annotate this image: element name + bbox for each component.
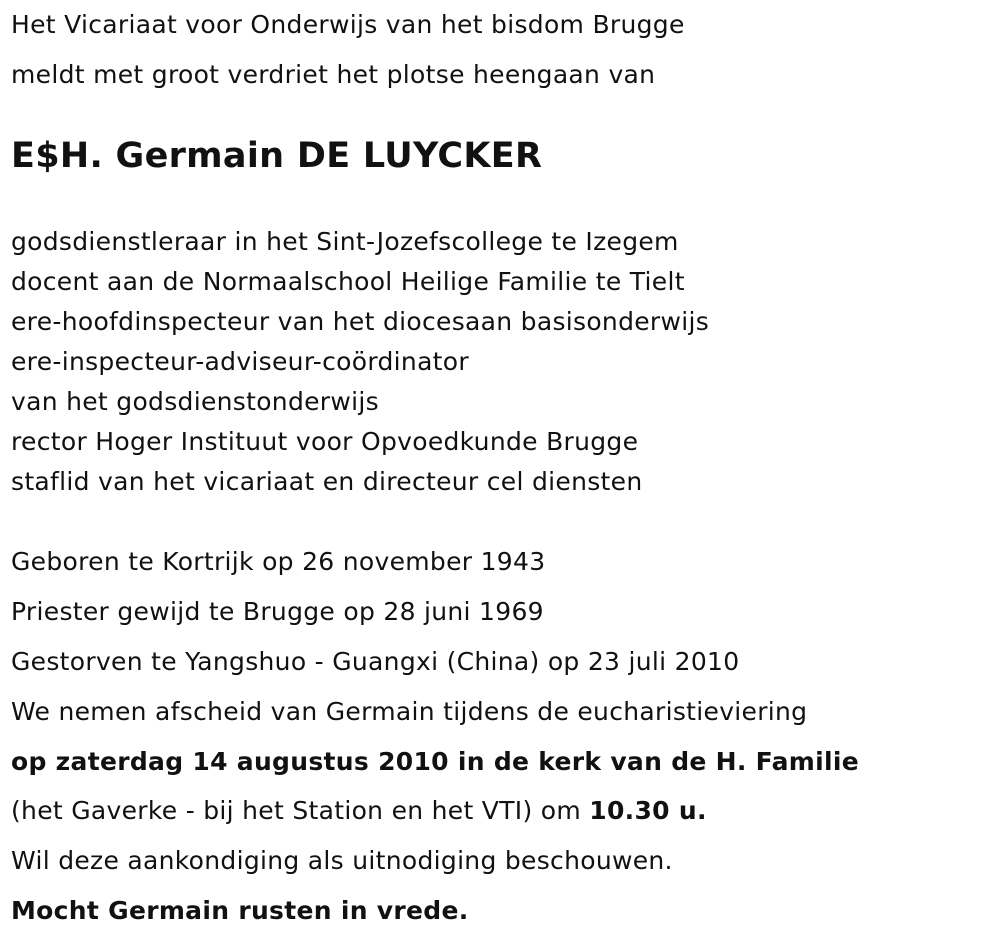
closing-line: Mocht Germain rusten in vrede. [11,896,469,925]
intro-line-2: meldt met groot verdriet het plotse heengaan van [11,60,656,89]
death-line: Gestorven te Yangshuo - Guangxi (China) op 23 juli 2010 [11,647,740,676]
deceased-name: E$H. Germain DE LUYCKER [11,136,543,176]
invitation-line: Wil deze aankondiging als uitnodiging beschouwen. [11,846,673,875]
function-line: ere-inspecteur-adviseur-coördinator [11,347,469,376]
birth-line: Geboren te Kortrijk op 26 november 1943 [11,547,546,576]
service-time: 10.30 u. [589,796,707,825]
function-line: godsdienstleraar in het Sint-Jozefscollege te Izegem [11,227,679,256]
function-line: staflid van het vicariaat en directeur cel diensten [11,467,643,496]
farewell-date-place: op zaterdag 14 augustus 2010 in de kerk van de H. Familie [11,747,859,776]
function-line: van het godsdienstonderwijs [11,387,379,416]
farewell-intro: We nemen afscheid van Germain tijdens de eucharistieviering [11,697,808,726]
function-line: rector Hoger Instituut voor Opvoedkunde Brugge [11,427,639,456]
ordination-line: Priester gewijd te Brugge op 28 juni 1969 [11,597,544,626]
location-detail: (het Gaverke - bij het Station en het VTI) om [11,796,590,825]
farewell-location-line [11,798,707,823]
intro-line-1: Het Vicariaat voor Onderwijs van het bisdom Brugge [11,10,685,39]
function-line: docent aan de Normaalschool Heilige Familie te Tielt [11,267,685,296]
function-line: ere-hoofdinspecteur van het diocesaan basisonderwijs [11,307,710,336]
